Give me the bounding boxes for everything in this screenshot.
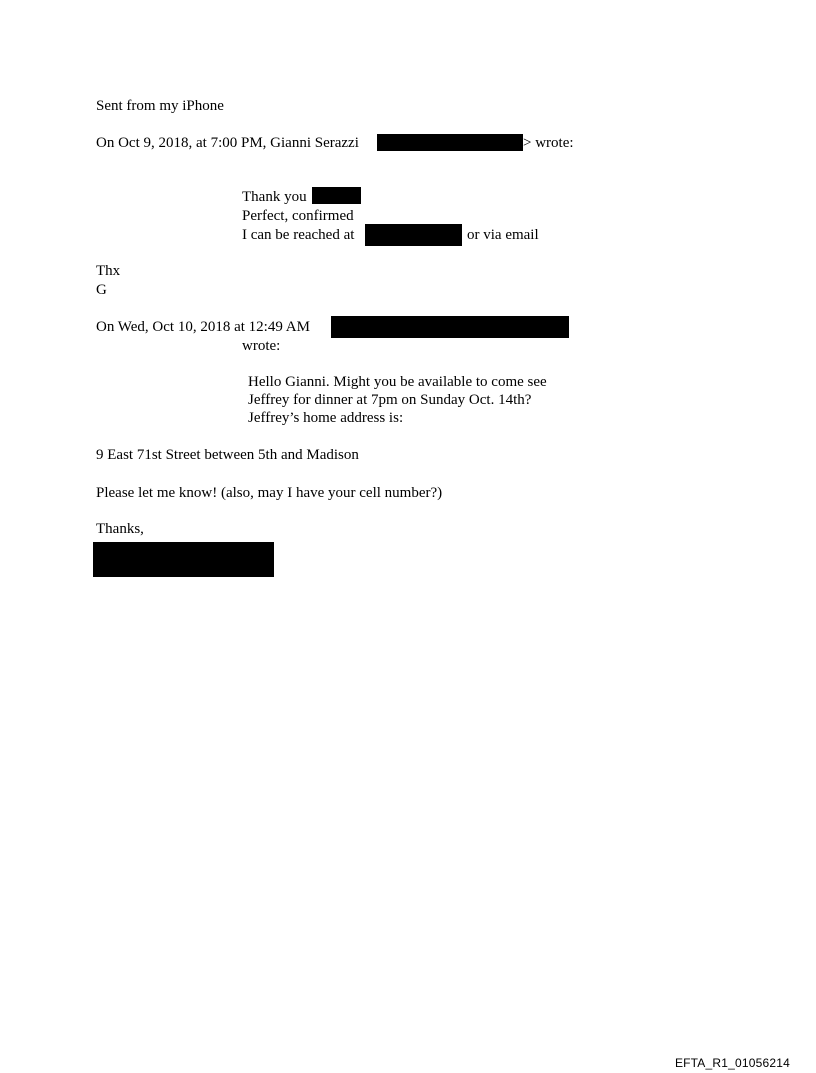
reply-body-line3-prefix: I can be reached at: [242, 227, 355, 243]
redaction-phone-number: [365, 224, 462, 246]
reply-body-line2: Perfect, confirmed: [242, 208, 354, 224]
signoff-initial: G: [96, 282, 107, 298]
bates-number: EFTA_R1_01056214: [674, 1056, 790, 1070]
redaction-signature: [93, 542, 274, 577]
redaction-sender: [331, 316, 569, 338]
original-body-line3: Jeffrey’s home address is:: [248, 410, 404, 426]
original-header-prefix: On Wed, Oct 10, 2018 at 12:49 AM: [96, 319, 310, 335]
signoff-thx: Thx: [96, 263, 121, 279]
reply-header-suffix: > wrote:: [523, 135, 574, 151]
redaction-email-address: [377, 134, 523, 151]
closing-line: Thanks,: [96, 521, 144, 537]
reply-body-line1: Thank you: [242, 189, 307, 205]
reply-body-line3-suffix: or via email: [467, 227, 539, 243]
sent-from-line: Sent from my iPhone: [96, 98, 224, 114]
request-line: Please let me know! (also, may I have your cell number?): [96, 485, 443, 501]
original-header-wrote: wrote:: [242, 338, 281, 354]
original-body-line1: Hello Gianni. Might you be available to come see: [248, 374, 547, 390]
address-line: 9 East 71st Street between 5th and Madison: [96, 447, 359, 463]
original-body-line2: Jeffrey for dinner at 7pm on Sunday Oct. 14th?: [248, 392, 532, 408]
reply-header-prefix: On Oct 9, 2018, at 7:00 PM, Gianni Serazzi: [96, 135, 359, 151]
redaction-name: [312, 187, 361, 204]
